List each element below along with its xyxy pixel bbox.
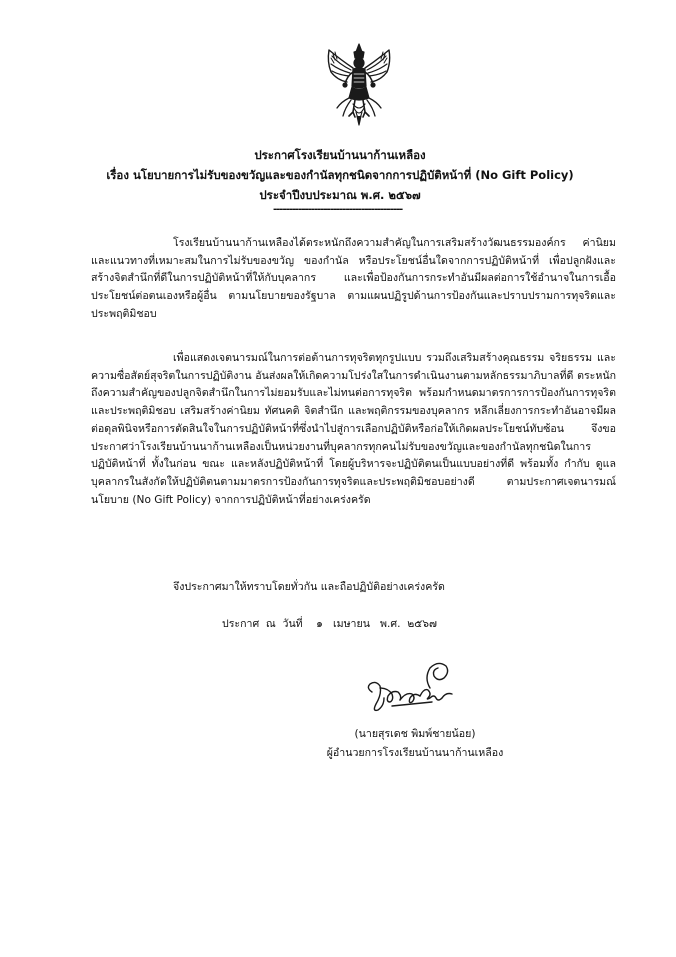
closing-statement: จึงประกาศมาให้ทราบโดยทั่วกัน และถือปฏิบัติอย่างเคร่งครัด xyxy=(173,581,445,593)
handwritten-signature xyxy=(362,658,462,718)
announcement-subject: เรื่อง นโยบายการไม่รับของขวัญและของกำนัลทุกชนิดจากการปฏิบัติหน้าที่ (No Gift Policy) xyxy=(106,168,574,182)
body-paragraph-2: เพื่อแสดงเจตนารมณ์ในการต่อต้านการทุจริตทุกรูปแบบ รวมถึงเสริมสร้างคุณธรรม จริยธรรม และความซื่อสัตย์สุจริตในการปฏิบัติงาน อันส่งผลให้เกิดความโปร่งใสในการดำเนินงานตามหลักธรรมาภิบาลที่ดี ตระหนักถึงความสำคัญของปลูกจิตสำนึกในการไม่ยอมรับและไม่ทนต่อการทุจริต พร้อมกำหนดมาตรการการป้องกันการทุจริตและประพฤติมิชอบ เสริมสร้างค่านิยม ทัศนคติ จิตสำนึก และพฤติกรรมของบุคลากร หลีกเลี่ยงการกระทำอันอาจมีผลต่อดุลพินิจหรือการตัดสินใจในการปฏิบัติหน้าที่ซึ่งนำไปสู่การเลือกปฏิบัติหรือก่อให้เกิดผลประโยชน์ทับซ้อน จึงขอประกาศว่าโรงเรียนบ้านนาก้านเหลืองเป็นหน่วยงานที่บุคลากรทุกคนไม่รับของขวัญและของกำนัลทุกชนิดในการปฏิบัติหน้าที่ ทั้งในก่อน ขณะ และหลังปฏิบัติหน้าที่ โดยผู้บริหารจะปฏิบัติตนเป็นแบบอย่างที่ดี พร้อมทั้ง กำกับ ดูแลบุคลากรในสังกัดให้ปฏิบัติตนตามมาตรการป้องกันการทุจริตและประพฤติมิชอบอย่างดี ตามประกาศเจตนารมณ์นโยบาย (No Gift Policy) จากการปฏิบัติหน้าที่อย่างเคร่งครัด xyxy=(91,352,616,506)
signer-name: (นายสุรเดช พิมพ์ชายน้อย) xyxy=(354,728,476,740)
garuda-emblem-icon xyxy=(323,42,395,126)
body-paragraph-1: โรงเรียนบ้านนาก้านเหลืองได้ตระหนักถึงความสำคัญในการเสริมสร้างวัฒนธรรมองค์กร ค่านิยม และแนวทางที่เหมาะสมในการไม่รับของขวัญ ของกำนัล หรือประโยชน์อื่นใดจากการปฏิบัติหน้าที่ เพื่อปลูกฝังและสร้างจิตสำนึกที่ดีในการปฏิบัติหน้าที่ให้กับบุคลากร และเพื่อป้องกันการกระทำอันมีผลต่อการใช้อำนาจในการเอื้อประโยชน์ต่อตนเองหรือผู้อื่น ตามนโยบายของรัฐบาล ตามแผนปฏิรูปด้านการป้องกันและปราบปรามการทุจริตและประพฤติมิชอบ xyxy=(91,237,616,320)
announcement-date: ประกาศ ณ วันที่ ๑ เมษายน พ.ศ. ๒๕๖๗ xyxy=(222,618,437,630)
fiscal-year: ประจำปีงบประมาณ พ.ศ. ๒๕๖๗ xyxy=(259,188,421,202)
header-divider: ----------------------------------------- xyxy=(273,204,403,215)
signer-position: ผู้อำนวยการโรงเรียนบ้านนาก้านเหลือง xyxy=(326,747,504,759)
announcement-title: ประกาศโรงเรียนบ้านนาก้านเหลือง xyxy=(254,148,426,162)
